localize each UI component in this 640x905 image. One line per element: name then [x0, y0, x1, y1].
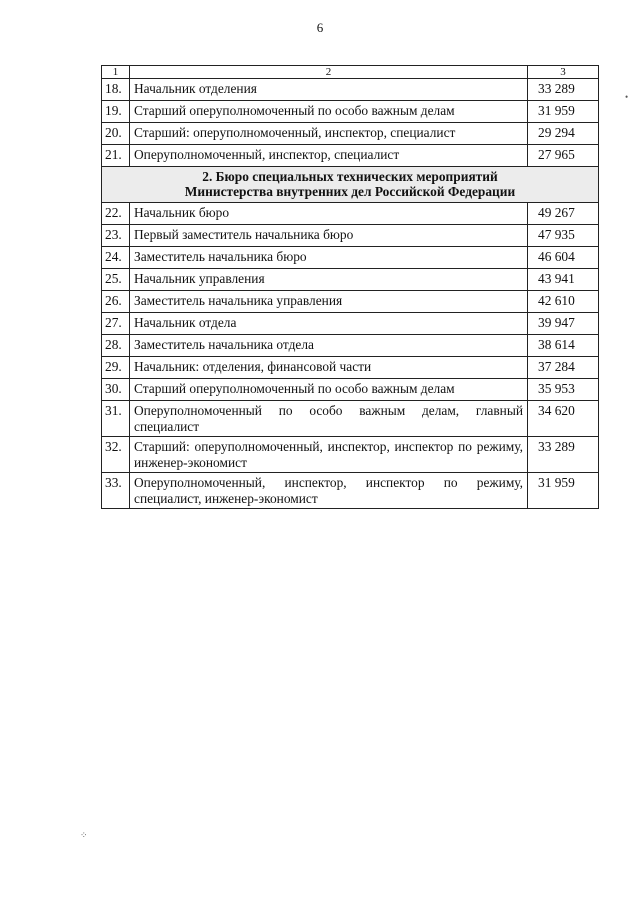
row-number: 27.	[102, 312, 130, 334]
salary-value: 46 604	[528, 246, 599, 268]
section-heading-line-1: 2. Бюро специальных технических мероприятий	[202, 169, 498, 184]
position-name: Оперуполномоченный, инспектор, инспектор по режиму, специалист, инженер-экономист	[130, 473, 528, 509]
table-row	[102, 268, 599, 290]
table-row	[102, 123, 599, 145]
salary-value: 31 959	[528, 101, 599, 123]
salary-value: 39 947	[528, 312, 599, 334]
row-number: 33.	[102, 473, 130, 509]
row-number: 30.	[102, 378, 130, 400]
table-row	[102, 101, 599, 123]
salary-value: 37 284	[528, 356, 599, 378]
position-name: Заместитель начальника управления	[130, 290, 528, 312]
table-row	[102, 202, 599, 224]
position-name: Старший: оперуполномоченный, инспектор, инспектор по режиму, инженер-экономист	[130, 436, 528, 472]
row-number: 18.	[102, 79, 130, 101]
salary-table	[101, 65, 599, 509]
salary-value: 43 941	[528, 268, 599, 290]
table-row	[102, 246, 599, 268]
salary-value: 27 965	[528, 145, 599, 167]
scan-mark: ⁘	[80, 830, 88, 840]
section-heading-line-2: Министерства внутренних дел Российской Федерации	[184, 184, 516, 200]
column-header-3: 3	[528, 66, 599, 79]
table-header-row	[102, 66, 599, 79]
position-name: Оперуполномоченный по особо важным делам, главный специалист	[130, 400, 528, 436]
row-number: 31.	[102, 400, 130, 436]
page-number: 6	[316, 20, 324, 35]
position-name: Заместитель начальника бюро	[130, 246, 528, 268]
salary-value: 47 935	[528, 224, 599, 246]
row-number: 32.	[102, 436, 130, 472]
position-name: Начальник отделения	[130, 79, 528, 101]
position-name: Оперуполномоченный, инспектор, специалист	[130, 145, 528, 167]
row-number: 25.	[102, 268, 130, 290]
salary-value: 33 289	[528, 79, 599, 101]
position-name: Начальник управления	[130, 268, 528, 290]
column-header-1: 1	[102, 66, 130, 79]
table-row	[102, 312, 599, 334]
position-name: Старший: оперуполномоченный, инспектор, специалист	[130, 123, 528, 145]
position-name: Первый заместитель начальника бюро	[130, 224, 528, 246]
table-row	[102, 356, 599, 378]
salary-value: 29 294	[528, 123, 599, 145]
position-name: Начальник отдела	[130, 312, 528, 334]
row-number: 23.	[102, 224, 130, 246]
column-header-2: 2	[130, 66, 528, 79]
salary-value: 49 267	[528, 202, 599, 224]
position-name: Начальник бюро	[130, 202, 528, 224]
table-row	[102, 145, 599, 167]
row-number: 26.	[102, 290, 130, 312]
salary-value: 31 959	[528, 473, 599, 509]
salary-value: 42 610	[528, 290, 599, 312]
table-row	[102, 290, 599, 312]
salary-value: 34 620	[528, 400, 599, 436]
salary-value: 38 614	[528, 334, 599, 356]
position-name: Заместитель начальника отдела	[130, 334, 528, 356]
salary-value: 33 289	[528, 436, 599, 472]
row-number: 29.	[102, 356, 130, 378]
table-row	[102, 400, 599, 436]
position-name: Начальник: отделения, финансовой части	[130, 356, 528, 378]
salary-value: 35 953	[528, 378, 599, 400]
row-number: 20.	[102, 123, 130, 145]
table-row	[102, 334, 599, 356]
table-row	[102, 473, 599, 509]
table-row	[102, 79, 599, 101]
table-row	[102, 224, 599, 246]
row-number: 19.	[102, 101, 130, 123]
position-name: Старший оперуполномоченный по особо важным делам	[130, 101, 528, 123]
table-row	[102, 436, 599, 472]
row-number: 22.	[102, 202, 130, 224]
table-row	[102, 378, 599, 400]
row-number: 24.	[102, 246, 130, 268]
row-number: 28.	[102, 334, 130, 356]
section-heading	[102, 167, 599, 203]
scan-mark: •	[625, 92, 629, 102]
position-name: Старший оперуполномоченный по особо важным делам	[130, 378, 528, 400]
section-heading-row	[102, 167, 599, 203]
row-number: 21.	[102, 145, 130, 167]
